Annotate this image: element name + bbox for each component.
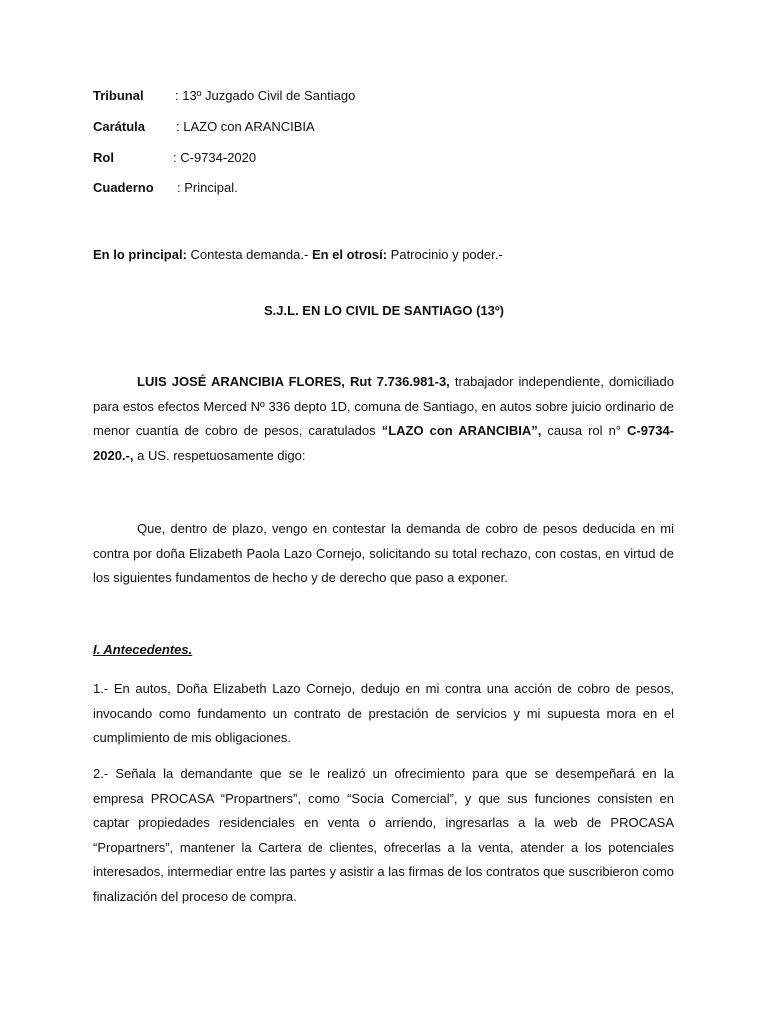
header-caratula bbox=[93, 119, 315, 135]
section-heading-antecedentes: I. Antecedentes. bbox=[93, 642, 193, 657]
sumilla-otrosi-label: En el otrosí: bbox=[311, 247, 388, 262]
header-cuaderno bbox=[93, 180, 238, 196]
intro-text-3: a US. respetuosamente digo: bbox=[133, 447, 306, 463]
item-1-paragraph: 1.- En autos, Doña Elizabeth Lazo Cornejo, dedujo en mi contra una acción de cobro de pesos, invocando como fundamento un contrato de prestación de servicios y mi supuesta mora en el cumplimiento de mis obligaciones. bbox=[93, 681, 674, 745]
intro-paragraph bbox=[93, 370, 674, 468]
answer-text: Que, dentro de plazo, vengo en contestar la demanda de cobro de pesos deducida en mi contra por doña Elizabeth Paola Lazo Cornejo, solicitando su total rechazo, con costas, en virtud de los siguientes fundamentos de hecho y de derecho que paso a exponer. bbox=[93, 521, 674, 585]
sumilla-principal-label: En lo principal: bbox=[93, 247, 187, 262]
sumilla bbox=[93, 247, 503, 263]
rol-value: : C-9734-2020 bbox=[173, 150, 257, 165]
header-rol bbox=[93, 150, 257, 166]
tribunal-value: : 13º Juzgado Civil de Santiago bbox=[175, 88, 356, 103]
case-caption: “LAZO con ARANCIBIA”, bbox=[381, 423, 542, 438]
cuaderno-value: : Principal. bbox=[177, 180, 238, 195]
sumilla-otrosi-text: Patrocinio y poder.- bbox=[387, 247, 503, 262]
item-2-paragraph: 2.- Señala la demandante que se le realizó un ofrecimiento para que se desempeñará en la empresa PROCASA “Propartners”, como “Socia Comercial”, y que sus funciones consisten en captar propiedades residenciales en venta o arriendo, ingresarlas a la web de PROCASA “Propartners”, mantener la Cartera de clientes, ofrecerlas a la venta, atender a los potenciales interesados, intermediar entre las partes y asistir a las firmas de los contratos que suscribieron como finalización del proceso de compra. bbox=[93, 766, 674, 904]
caratula-value: : LAZO con ARANCIBIA bbox=[176, 119, 315, 134]
header-tribunal bbox=[93, 88, 356, 104]
defendant-name: LUIS JOSÉ ARANCIBIA FLORES, Rut 7.736.981-3, bbox=[137, 374, 450, 389]
intro-text-1: trabajador independiente, domiciliado para estos efectos Merced Nº 336 depto 1D, comuna de Santiago, en autos sobre juicio ordinario de menor cuantía de cobro de pesos, caratulados bbox=[93, 374, 674, 438]
intro-text-2: causa rol n° bbox=[541, 423, 628, 438]
rol-label: Rol bbox=[93, 150, 114, 165]
court-title: S.J.L. EN LO CIVIL DE SANTIAGO (13º) bbox=[264, 303, 504, 318]
case-rol: C-9734-2020.-, bbox=[93, 423, 674, 463]
tribunal-label: Tribunal bbox=[93, 88, 144, 103]
sumilla-principal-text: Contesta demanda.- bbox=[186, 247, 312, 262]
answer-paragraph bbox=[93, 517, 674, 591]
cuaderno-label: Cuaderno bbox=[93, 180, 154, 195]
caratula-label: Carátula bbox=[93, 119, 146, 134]
